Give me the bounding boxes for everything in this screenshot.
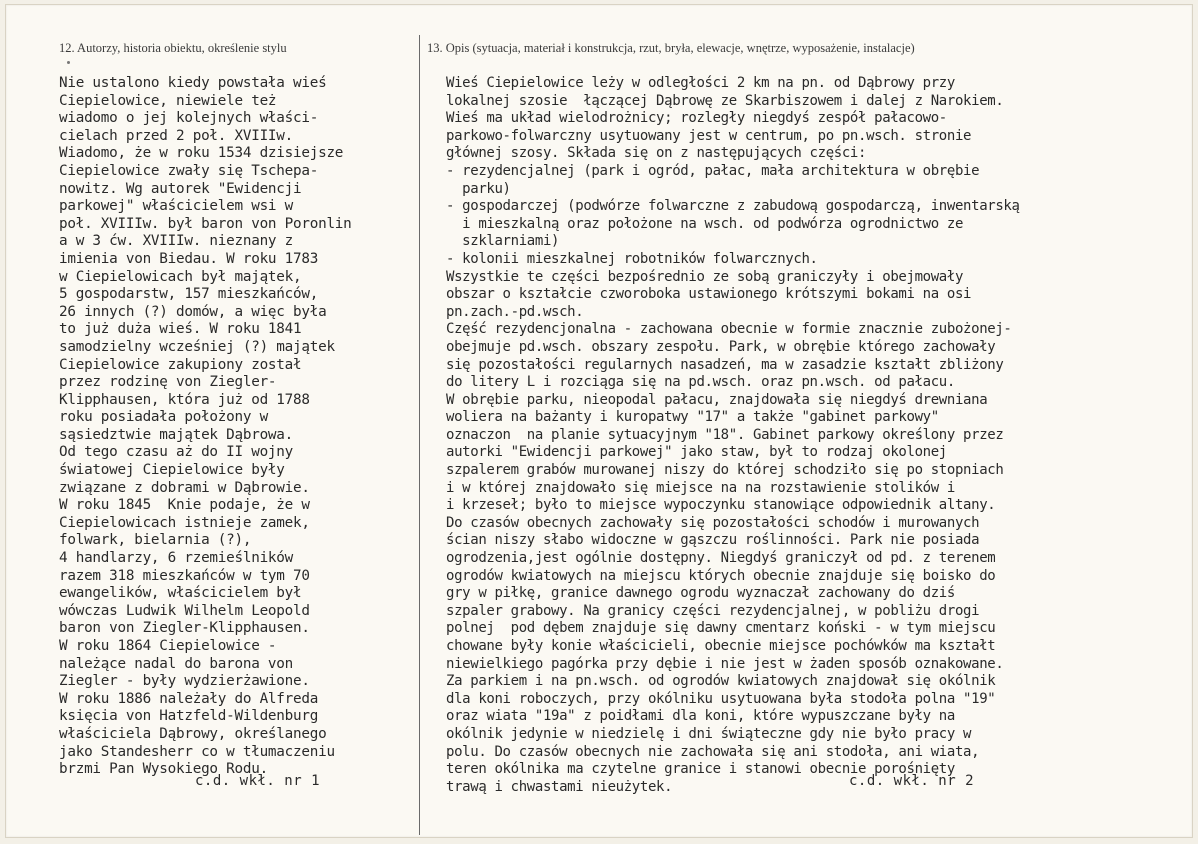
text-line: nowitz. Wg autorek "Ewidencji xyxy=(59,180,302,197)
text-line: głównej szosy. Składa się on z następujących części: xyxy=(446,145,867,162)
text-line: okólnik jedynie w niedzielę i dni świąteczne gdy nie było pracy w xyxy=(446,725,972,742)
ink-dot xyxy=(67,61,70,64)
text-line: polu. Do czasów obecnych nie zachowała się ani stodoła, ani wiata, xyxy=(446,743,980,760)
text-line: Nie ustalono kiedy powstała wieś xyxy=(59,75,327,91)
column-divider xyxy=(419,35,420,835)
text-line: ewangelików, właścicielem był xyxy=(59,585,302,602)
text-line: roku posiadała położony w xyxy=(59,409,268,426)
text-line: chowane były konie właścicieli, obecnie miejsce pochówków ma kształt xyxy=(446,638,996,654)
text-line: jako Standesherr co w tłumaczeniu xyxy=(59,743,335,760)
text-line: przez rodzinę von Ziegler- xyxy=(59,374,277,391)
text-line: Wieś ma układ wielodrożnicy; rozległy niegdyś zespół pałacowo- xyxy=(446,110,947,127)
text-line: pn.zach.-pd.wsch. xyxy=(446,303,584,320)
text-line: i mieszkalną oraz położone na wsch. od podwórza ogrodnictwo ze xyxy=(446,215,964,232)
text-line: się pozostałości regularnych nasadzeń, ma w zasadzie kształt zbliżony xyxy=(446,356,1004,373)
text-line: parkowej" właścicielem wsi w xyxy=(59,198,294,215)
text-line: Ciepielowice zakupiony został xyxy=(59,356,302,373)
continuation-note-1: c.d. wkł. nr 1 xyxy=(195,773,321,789)
text-line: - kolonii mieszkalnej robotników folwarcznych. xyxy=(446,250,818,267)
description-text-column xyxy=(446,75,1020,796)
history-text-column xyxy=(59,75,352,779)
text-line: a w 3 ćw. XVIIIw. nieznany z xyxy=(59,233,294,250)
text-line: szklarniami) xyxy=(446,233,560,250)
text-line: Wiadomo, że w roku 1534 dzisiejsze xyxy=(59,145,344,162)
text-line: brzmi Pan Wysokiego Rodu. xyxy=(59,761,268,778)
text-line: trawą i chwastami nieużytek. xyxy=(446,778,673,795)
text-line: polnej pod dębem znajduje się dawny cmentarz koński - w tym miejscu xyxy=(446,620,996,637)
text-line: obejmuje pd.wsch. obszary zespołu. Park, w obrębie którego zachowały xyxy=(446,338,996,355)
text-line: światowej Ciepielowice były xyxy=(59,462,285,479)
text-line: do litery L i rozciąga się na pd.wsch. oraz pn.wsch. od pałacu. xyxy=(446,374,955,391)
text-line: Wszystkie te części bezpośrednio ze sobą graniczyły i obejmowały xyxy=(446,268,964,285)
text-line: księcia von Hatzfeld-Wildenburg xyxy=(59,708,319,725)
text-line: w Ciepielowicach był majątek, xyxy=(59,268,302,285)
text-line: parkowo-folwarczny usytuowany jest w centrum, po pn.wsch. stronie xyxy=(446,127,972,144)
text-line: - rezydencjalnej (park i ogród, pałac, mała architektura w obrębie xyxy=(446,162,980,179)
text-line: 4 handlarzy, 6 rzemieślników xyxy=(59,550,294,567)
text-line: Ziegler - były wydzierżawione. xyxy=(59,673,310,690)
text-line: cielach przed 2 poł. XVIIIw. xyxy=(59,127,294,144)
continuation-note-2: c.d. wkł. nr 2 xyxy=(849,773,975,789)
section-13-header: 13. Opis (sytuacja, materiał i konstrukcja, rzut, bryła, elewacje, wnętrze, wyposażenie, instalacje) xyxy=(427,41,915,55)
text-line: gry w piłkę, granice dawnego ogrodu wyznaczał zachowany do dziś xyxy=(446,585,955,602)
text-line: Do czasów obecnych zachowały się pozostałości schodów i murowanych xyxy=(446,514,980,531)
text-line: szpaler grabowy. Na granicy części rezydencjalnej, w pobliżu drogi xyxy=(446,602,980,619)
text-line: ogrodzenia,jest ogólnie dostępny. Niegdyś graniczył od pd. z terenem xyxy=(446,550,996,567)
text-line: to już duża wieś. W roku 1841 xyxy=(59,321,302,338)
text-line: ogrodów kwiatowych na miejscu których obecnie znajduje się boisko do xyxy=(446,567,996,584)
text-line: poł. XVIIIw. był baron von Poronlin xyxy=(59,215,352,232)
text-line: dla koni roboczych, przy okólniku usytuowana była stodoła polna "19" xyxy=(446,690,996,707)
text-line: Ciepielowice, niewiele też xyxy=(59,92,277,109)
text-line: 5 gospodarstw, 157 mieszkańców, xyxy=(59,286,319,303)
text-line: razem 318 mieszkańców w tym 70 xyxy=(59,567,310,584)
text-line: szpalerem grabów murowanej niszy do której schodziło się po stopniach xyxy=(446,462,1004,479)
text-line: Ciepielowice zwały się Tschepa- xyxy=(59,162,319,179)
text-line: Ciepielowicach istnieje zamek, xyxy=(59,514,310,531)
section-12-header: 12. Autorzy, historia obiektu, określenie stylu xyxy=(59,41,287,55)
text-line: W obrębie parku, nieopodal pałacu, znajdowała się niegdyś drewniana xyxy=(446,391,988,408)
text-line: lokalnej szosie łączącej Dąbrowę ze Skarbiszowem i dalej z Narokiem. xyxy=(446,92,1004,109)
text-line: imienia von Biedau. W roku 1783 xyxy=(59,250,319,267)
text-line: oznaczon na planie sytuacyjnym "18". Gabinet parkowy określony przez xyxy=(446,426,1004,443)
text-line: ścian niszy słabo widoczne w gąszczu roślinności. Park nie posiada xyxy=(446,532,980,549)
text-line: właściciela Dąbrowy, określanego xyxy=(59,725,327,742)
text-line: W roku 1886 należały do Alfreda xyxy=(59,690,319,707)
text-line: folwark, bielarnia (?), xyxy=(59,532,252,549)
text-line: Od tego czasu aż do II wojny xyxy=(59,444,294,461)
text-line: Wieś Ciepielowice leży w odległości 2 km na pn. od Dąbrowy przy xyxy=(446,75,955,91)
text-line: wiadomo o jej kolejnych właści- xyxy=(59,110,319,127)
text-line: W roku 1864 Ciepielowice - xyxy=(59,638,277,654)
text-line: i krzeseł; było to miejsce wypoczynku stanowiące odpowiednik altany. xyxy=(446,497,996,514)
text-line: i w której znajdowało się miejsce na na rozstawienie stolików i xyxy=(446,479,955,496)
text-line: woliera na bażanty i kuropatwy "17" a także "gabinet parkowy" xyxy=(446,409,939,426)
text-line: autorki "Ewidencji parkowej" jako staw, był to rodzaj okolonej xyxy=(446,444,947,461)
text-line: Za parkiem i na pn.wsch. od ogrodów kwiatowych znajdował się okólnik xyxy=(446,673,996,690)
text-line: należące nadal do barona von xyxy=(59,655,294,672)
text-line: obszar o kształcie czworoboka ustawionego krótszymi bokami na osi xyxy=(446,286,972,303)
text-line: 26 innych (?) domów, a więc była xyxy=(59,303,327,320)
text-line: sąsiedztwie majątek Dąbrowa. xyxy=(59,426,294,443)
text-line: baron von Ziegler-Klipphausen. xyxy=(59,620,310,637)
text-line: Część rezydencjonalna - zachowana obecnie w formie znacznie zubożonej- xyxy=(446,321,1012,338)
text-line: związane z dobrami w Dąbrowie. xyxy=(59,479,310,496)
text-line: parku) xyxy=(446,180,511,197)
text-line: Klipphausen, która już od 1788 xyxy=(59,391,310,408)
text-line: niewielkiego pagórka przy dębie i nie jest w żaden sposób oznakowane. xyxy=(446,655,1004,672)
text-line: samodzielny wcześniej (?) majątek xyxy=(59,338,335,355)
text-line: W roku 1845 Knie podaje, że w xyxy=(59,497,310,514)
text-line: - gospodarczej (podwórze folwarczne z zabudową gospodarczą, inwentarską xyxy=(446,198,1020,215)
text-line: teren okólnika ma czytelne granice i stanowi obecnie porośnięty xyxy=(446,761,955,778)
text-line: oraz wiata "19a" z poidłami dla koni, które wypuszczane były na xyxy=(446,708,955,725)
text-line: wówczas Ludwik Wilhelm Leopold xyxy=(59,602,310,619)
